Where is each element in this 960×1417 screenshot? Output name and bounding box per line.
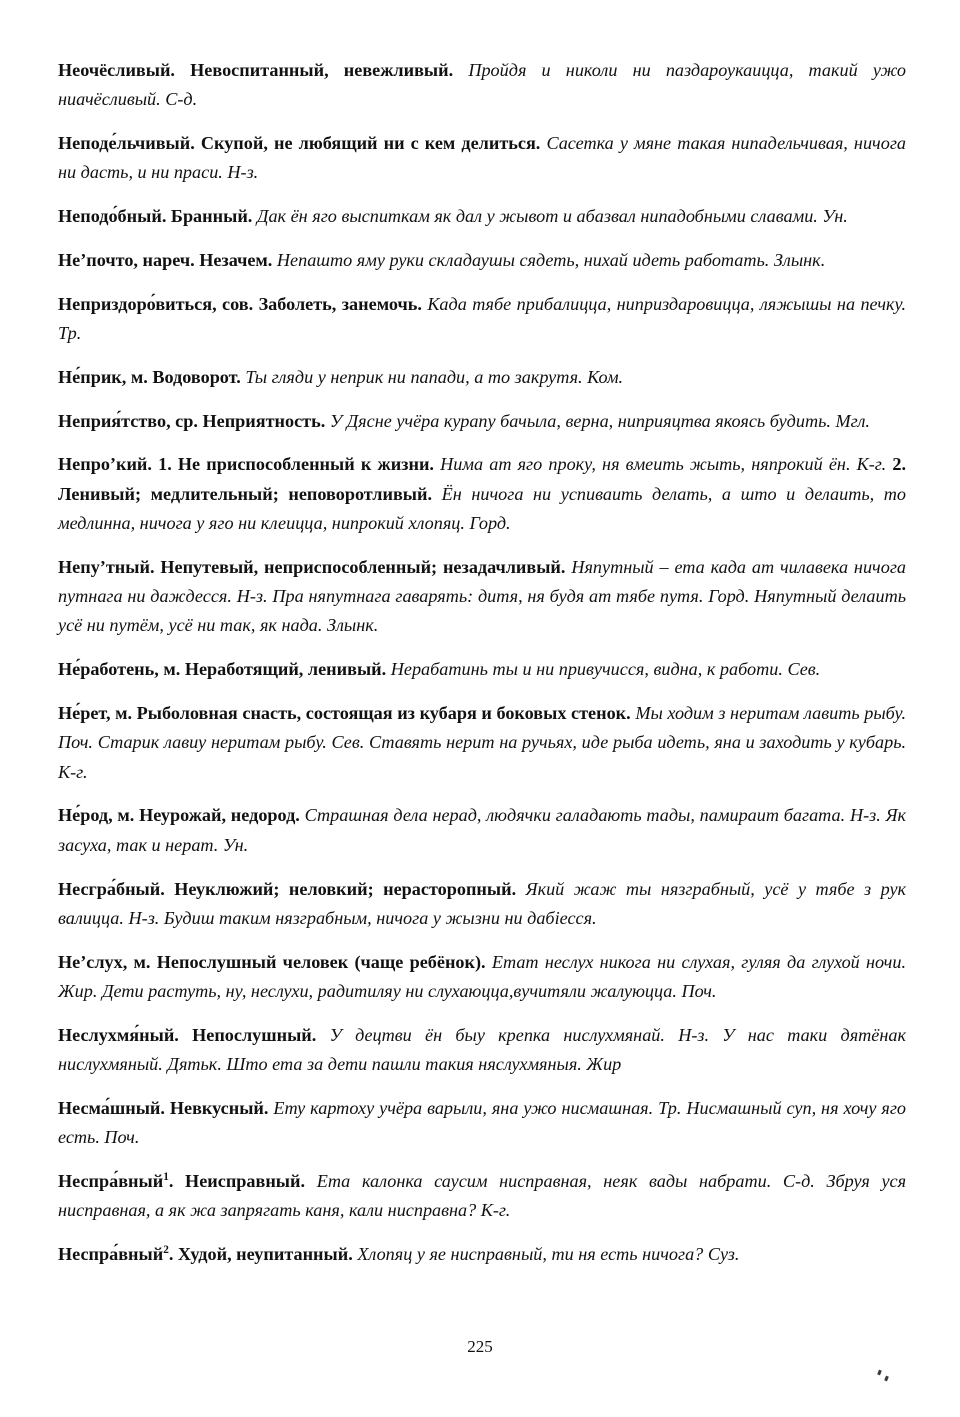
- entry-example: Ставять нерит на ручьях, иде рыба идеть, яна и заходить у кубарь.: [369, 732, 907, 753]
- entry-example: Старик лавиу неритам рыбу.: [97, 732, 327, 753]
- entry-example: Ён ничога ни успиваить делать, а што и делаить, то медлинна, ничога у яго ни клеицца, нипрокий хлопяц.: [58, 483, 907, 534]
- entry-homonym-superscript: 2: [163, 1243, 169, 1256]
- entry-example: Нерабатинь ты и ни привучисся, видна, к работи.: [390, 659, 783, 680]
- entry-example: Пройдя и николи ни паздароукаицца, такий ужо ниачёсливый.: [58, 60, 907, 110]
- entry-definition: Рыболовная снасть, состоящая из кубаря и боковых стенок.: [136, 703, 631, 724]
- entry-source: Н-з.: [227, 162, 259, 183]
- entry-homonym-superscript: 1: [163, 1170, 169, 1183]
- entry-source: К-г.: [58, 761, 88, 782]
- entry-example: Ета калонка саусим нисправная, неяк вады набрати.: [316, 1170, 772, 1191]
- scan-artifact-mark: [878, 1370, 896, 1384]
- entry-definition: Неработящий, ленивый.: [184, 659, 387, 680]
- entry-source: Ун.: [222, 834, 249, 855]
- entry-example: Када тябе прибалицца, ниприздаровицца, ляжышы на печку.: [427, 293, 907, 314]
- entry-headword-punct: .: [168, 1170, 174, 1191]
- entry-example: Як засуха, так и нерат.: [58, 805, 907, 855]
- entry-source: Ком.: [587, 366, 624, 387]
- dictionary-entry: [58, 1021, 906, 1080]
- entry-source: Жир: [586, 1054, 622, 1075]
- dictionary-entry: [58, 202, 906, 231]
- entry-definition: Непослушный человек (чаще ребёнок).: [156, 951, 486, 972]
- entry-source: Н-з.: [849, 805, 881, 826]
- entry-source: К-г.: [856, 454, 887, 475]
- entry-headword: Неочёсливый.: [58, 60, 175, 80]
- entry-source: С-д.: [165, 89, 198, 110]
- dictionary-entry: [58, 129, 906, 188]
- entry-sense-number: 2.: [892, 454, 907, 475]
- entry-headword: Неподе́льчивый.: [58, 133, 195, 154]
- entry-source: Злынк.: [327, 615, 379, 636]
- entry-source: Тр.: [658, 1097, 682, 1118]
- entry-source: Н-з.: [678, 1024, 710, 1045]
- entry-example: У децтви ён быу крепка нислухмянай.: [329, 1024, 665, 1045]
- entry-headword: Неподо́бный.: [58, 206, 167, 227]
- entry-definition: Неуклюжий; неловкий; нерасторопный.: [174, 878, 517, 899]
- entry-source: Мгл.: [835, 410, 870, 431]
- entry-headword: Несгра́бный.: [58, 878, 165, 899]
- entry-headword: [58, 1244, 173, 1264]
- entry-definition: Заболеть, занемочь.: [258, 293, 422, 314]
- entry-example: Сасетка у мяне такая нипадельчивая, ничога ни дасть, и ни праси.: [58, 133, 907, 183]
- entry-headword: Не’слух, м.: [58, 951, 151, 972]
- entry-example: Ету картоху учёра варыли, яна ужо нисмашная.: [273, 1097, 654, 1118]
- entry-example: Нисмашный суп, ня хочу яго есть.: [58, 1097, 907, 1148]
- entry-definition: Бранный.: [170, 206, 253, 227]
- entry-headword: Неприздоро́виться, сов.: [58, 293, 254, 314]
- entry-source: Суз.: [707, 1244, 740, 1264]
- entry-example: Няпутный – ета када ат чилавека ничога путнага ни даждесся.: [58, 556, 907, 607]
- entry-source: Поч.: [681, 980, 717, 1001]
- entry-source: Горд.: [708, 586, 750, 607]
- dictionary-entry: [58, 407, 906, 436]
- dictionary-entry: [58, 290, 906, 349]
- entry-example: Страшная дела нерад, людячки галадають тады, памираит багата.: [304, 805, 846, 826]
- entry-example: Будиш таким нязграбным, ничога у жызни ни дабiесся.: [163, 907, 597, 928]
- entry-example: Ты гляди у неприк ни папади, а то закрутя.: [245, 366, 583, 387]
- entry-example: Нима ат яго проку, ня вмеить жыть, няпрокий ён.: [440, 454, 851, 475]
- entry-definition: Невоспитанный, невежливый.: [190, 60, 454, 80]
- entry-definition: Худой, неупитанный.: [177, 1244, 353, 1264]
- entry-example: Дети растуть, ну, неслухи, радитиляу ни слухаюцца,вучитяли жалуюцца.: [101, 980, 677, 1001]
- entry-headword-text: Неспра́вный: [58, 1170, 164, 1191]
- entry-sense-number: 1.: [158, 454, 172, 475]
- entry-headword: Не’почто, нареч.: [58, 249, 195, 270]
- entry-example: Пра няпутнага гаварять: дитя, ня будя ат тябе путя.: [272, 586, 704, 607]
- entry-example: Який жаж ты нязграбный, усё у тябе з рук валицца.: [58, 878, 907, 928]
- entry-definition: Непослушный.: [192, 1024, 317, 1045]
- entry-headword: Не́рет, м.: [58, 703, 133, 724]
- entry-example: Дак ён яго выспиткам як дал у жывот и абазвал нипадобными славами.: [256, 206, 818, 227]
- entry-source: Тр.: [58, 323, 82, 344]
- entry-source: Сев.: [787, 659, 821, 680]
- entry-headword: [58, 1171, 173, 1191]
- entry-headword: Непу’тный.: [58, 556, 155, 577]
- entry-source: Поч.: [58, 732, 93, 753]
- dictionary-entry: [58, 363, 906, 392]
- page-number: 225: [467, 1337, 493, 1356]
- entry-source: Злынк.: [773, 249, 826, 270]
- entry-headword: Неслухмя́ный.: [58, 1024, 179, 1045]
- dictionary-entry: [58, 1240, 906, 1269]
- entry-example: Мы ходим з неритам лавить рыбу.: [635, 703, 907, 724]
- entry-example: У нас таки дятёнак нислухмяный.: [58, 1024, 906, 1075]
- entry-definition: Непутевый, неприспособленный; незадачливый.: [160, 556, 566, 577]
- entry-source: Поч.: [104, 1127, 140, 1148]
- dictionary-entry: [58, 246, 906, 275]
- entry-source: Н-з.: [236, 586, 268, 607]
- entry-source: Н-з.: [128, 907, 160, 928]
- entry-headword: Несма́шный.: [58, 1097, 165, 1118]
- entry-example: Етат неслух никога ни слухая, гуляя да глухой ночи.: [491, 951, 906, 972]
- entry-definition: Не приспособленный к жизни.: [177, 454, 434, 475]
- dictionary-entry: [58, 948, 906, 1007]
- dictionary-entry: [58, 875, 906, 934]
- entry-headword-punct: .: [168, 1244, 174, 1264]
- entry-source: Жир.: [58, 980, 98, 1001]
- dictionary-entry: [58, 655, 906, 684]
- entry-headword: Непро’кий.: [58, 454, 152, 475]
- entry-definition: Неисправный.: [185, 1170, 306, 1191]
- entry-source: Ун.: [822, 206, 848, 227]
- entry-example: Непашто яму руки складаушы сядеть, нихай идеть работать.: [276, 249, 770, 270]
- entry-example: Хлопяц у яе нисправный, ти ня есть ничога?: [357, 1244, 704, 1264]
- entry-example: Збруя уся нисправная, а як жа запрягать каня, кали нисправна?: [58, 1170, 907, 1221]
- entry-headword-text: Неспра́вный: [58, 1244, 164, 1264]
- entry-headword: Не́работень, м.: [58, 659, 181, 680]
- entry-source: Сев.: [331, 732, 365, 753]
- entry-headword: Неприя́тство, ср.: [58, 410, 198, 431]
- entry-source: Горд.: [469, 513, 511, 534]
- dictionary-entry: [58, 1094, 906, 1153]
- entry-source: Дятьк.: [167, 1054, 222, 1075]
- entry-example: Няпутный делаить усё ни путём, усё ни так, як нада.: [58, 586, 907, 636]
- dictionary-entry: [58, 801, 906, 860]
- entry-headword: Не́род, м.: [58, 805, 135, 826]
- dictionary-entry: [58, 553, 906, 641]
- entry-definition: Невкусный.: [169, 1097, 269, 1118]
- entry-source: К-г.: [480, 1200, 511, 1221]
- dictionary-entry: [58, 450, 906, 538]
- entry-column: [58, 56, 906, 1269]
- entry-definition: Незачем.: [199, 249, 273, 270]
- dictionary-entry: [58, 699, 906, 787]
- entry-example: У Дясне учёра курапу бачыла, верна, ниприяцтва якоясь будить.: [329, 410, 831, 431]
- entry-definition: Скупой, не любящий ни с кем делиться.: [200, 133, 541, 154]
- entry-example: Што ета за дети пашли такия няслухмяныя.: [226, 1054, 582, 1075]
- entry-source: С-д.: [782, 1170, 815, 1191]
- dictionary-entry: [58, 56, 906, 115]
- entry-definition: Неурожай, недород.: [139, 805, 300, 826]
- dictionary-entry: [58, 1167, 906, 1226]
- entry-headword: Не́прик, м.: [58, 366, 148, 387]
- entry-definition: Ленивый; медлительный; неповоротливый.: [58, 483, 433, 504]
- entry-definition: Водоворот.: [152, 366, 241, 387]
- entry-definition: Неприятность.: [202, 410, 326, 431]
